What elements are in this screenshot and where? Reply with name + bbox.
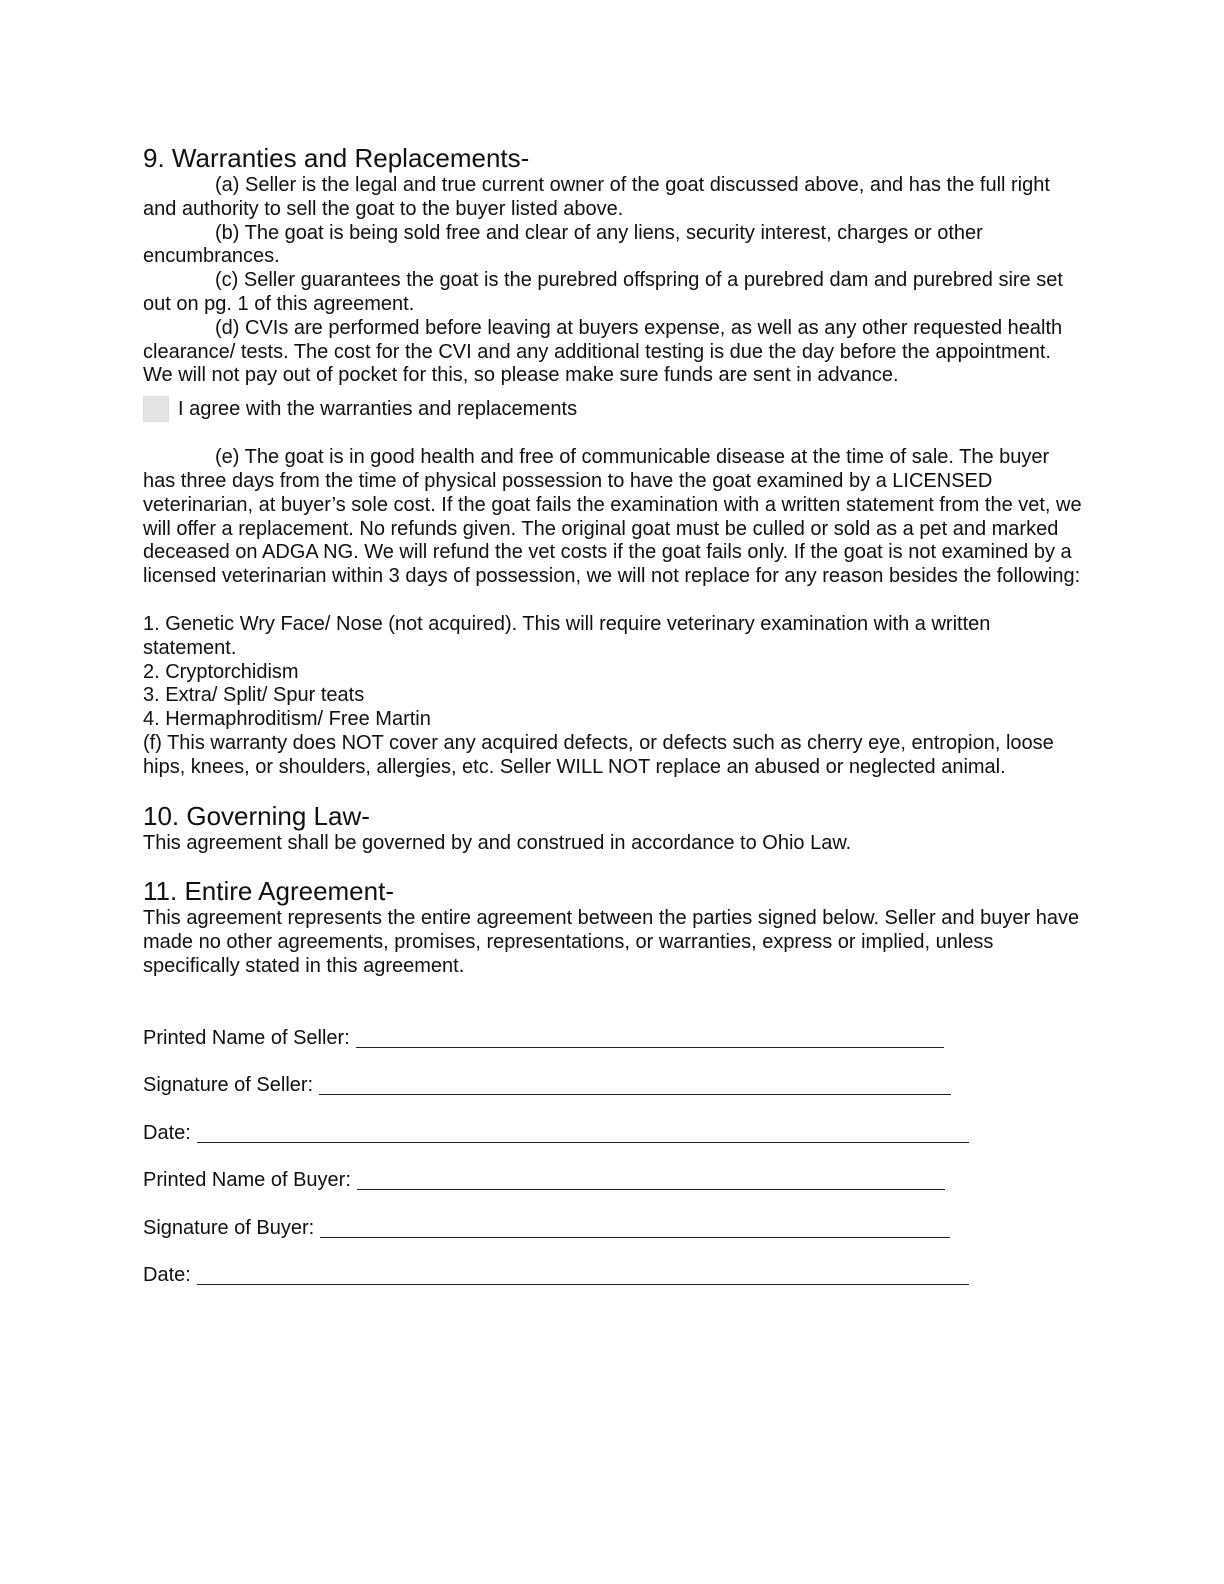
seller-name-row [143,1026,1083,1050]
seller-date-field[interactable] [197,1122,969,1143]
buyer-name-row [143,1168,1083,1192]
list-item: 3. Extra/ Split/ Spur teats [143,684,365,707]
agree-checkbox[interactable] [143,396,169,422]
buyer-date-row [143,1263,1083,1287]
buyer-signature-label: Signature of Buyer: [143,1216,315,1239]
section-11-body: This agreement represents the entire agreement between the parties signed below. Seller and buyer have made no other agreements, promises, representations, or warranties, express or implied, unless specifically stated in this agreement. [143,907,1080,977]
list-item: 1. Genetic Wry Face/ Nose (not acquired). This will require veterinary examination with a written statement. [143,612,991,659]
clause-e: (e) The goat is in good health and free of communicable disease at the time of sale. The buyer has three days from the time of physical possession to have the goat examined by a LICENSED veterinarian, at buyer’s sole cost. If the goat fails the examination with a written statement from the vet, we will offer a replacement. No refunds given. The original goat must be culled or sold as a pet and marked deceased on ADGA NG. We will refund the vet costs if the goat fails only. If the goat is not examined by a licensed veterinarian within 3 days of possession, we will not replace for any reason besides the following: [143,446,1082,588]
clause-a: (a) Seller is the legal and true current owner of the goat discussed above, and has the full right and authority to sell the goat to the buyer listed above. [143,174,1050,220]
buyer-name-label: Printed Name of Buyer: [143,1169,351,1192]
seller-signature-field[interactable] [319,1074,951,1095]
seller-name-field[interactable] [356,1027,944,1048]
seller-signature-label: Signature of Seller: [143,1074,314,1097]
section-10-title: 10. Governing Law- [143,800,370,831]
clause-c: (c) Seller guarantees the goat is the purebred offspring of a purebred dam and purebred sire set out on pg. 1 of this agreement. [143,269,1063,315]
clause-f: (f) This warranty does NOT cover any acquired defects, or defects such as cherry eye, entropion, loose hips, knees, or shoulders, allergies, etc. Seller WILL NOT replace an abused or neglected animal. [143,731,1054,778]
clause-d: (d) CVIs are performed before leaving at buyers expense, as well as any other requested health clearance/ tests. The cost for the CVI and any additional testing is due the day before the appointment. We will not pay out of pocket for this, so please make sure funds are sent in advance. [143,316,1063,387]
agree-row [143,394,1083,424]
buyer-name-field[interactable] [357,1169,945,1190]
section-10-body: This agreement shall be governed by and construed in accordance to Ohio Law. [143,831,852,854]
list-item: 4. Hermaphroditism/ Free Martin [143,708,431,731]
buyer-signature-row [143,1216,1083,1240]
buyer-date-label: Date: [143,1264,191,1287]
buyer-signature-field[interactable] [320,1217,950,1238]
section-11-title: 11. Entire Agreement- [143,876,394,907]
buyer-date-field[interactable] [197,1264,969,1285]
seller-date-row [143,1121,1083,1145]
list-item: 2. Cryptorchidism [143,660,299,683]
seller-signature-row [143,1073,1083,1097]
seller-name-label: Printed Name of Seller: [143,1026,350,1049]
section-9-title: 9. Warranties and Replacements- [143,143,530,173]
agree-label: I agree with the warranties and replacements [178,398,578,421]
clause-b: (b) The goat is being sold free and clear of any liens, security interest, charges or other encumbrances. [143,221,983,268]
seller-date-label: Date: [143,1121,191,1144]
document-page [143,142,1083,1287]
